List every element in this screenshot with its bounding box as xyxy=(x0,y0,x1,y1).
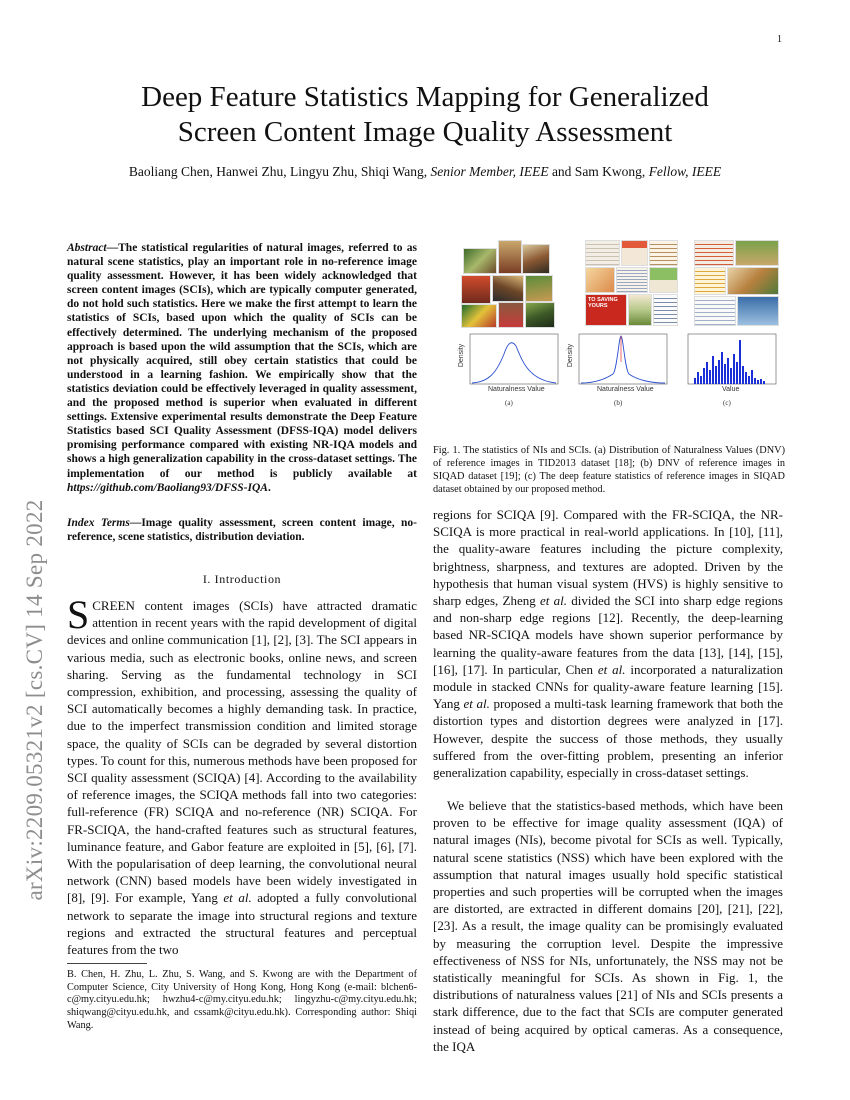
plot-c xyxy=(676,332,779,398)
intro-text-b: adopted a fully convolutional network to separate the image into structural regions and texture regions and extracted the structural features and perceptual features from the two xyxy=(67,890,417,958)
plot-c-bar xyxy=(700,376,702,384)
right-paragraph-2: We believe that the statistics-based methods, which have been proven to be effective for image quality assessment (IQA) of natural images (NIs), become pivotal for SCIs as well. Typically, natural scene statistics (NSS) which have been explored with the assumption that natural images usually hold specific statistical properties and such properties will be corrupted when the images are distorted, are extracted in different domains [20], [21], [22], [23]. As a result, the image quality can be promisingly evaluated by measuring the corruption level. Despite the impressive effectiveness of NSS for NIs, unfortunately, the NSS may not be statistically meaningful for SCIs. As shown in Fig. 1, the distributions of naturalness values [21] of NIs and SCIs presents a stark difference, due to the fact that SCIs are computer generated instead of being acquired by optical cameras. As a consequence, the IQA xyxy=(433,798,783,1054)
screen-content-ad-thumb xyxy=(585,294,627,326)
abstract-lead: Abstract xyxy=(67,242,107,254)
screen-content-thumb xyxy=(616,267,648,293)
plot-c-bar xyxy=(703,368,705,384)
author-names: Baoliang Chen, Hanwei Zhu, Lingyu Zhu, Shiqi Wang, xyxy=(128,164,428,179)
screen-content-thumb xyxy=(735,240,779,266)
plot-c-bar xyxy=(730,368,732,384)
paper-title xyxy=(60,80,790,150)
natural-image-thumb xyxy=(461,275,491,304)
arxiv-id-text: arXiv:2209.05321v2 [cs.CV] 14 Sep 2022 xyxy=(22,499,47,901)
abstract-body: —The statistical regularities of natural images, referred to as natural scene statistics, play an important role in no-reference image quality assessment. However, it has been widely acknowledged that screen content images (SCIs), which are typically computer generated, do not hold such statistics. Here we make the first attempt to learn the statistics of SCIs, based upon which the quality of SCIs can be effectively determined. The underlying mechanism of the proposed approach is based upon the wild assumption that the SCIs, which are not physically acquired, still obey certain statistics that could be understood in a learning fashion. We empirically show that the statistics deviation could be effectively leveraged in quality assessment, and the proposed method is superior when evaluated in different settings. Extensive experimental results demonstrate the Deep Feature Statistics based SCI Quality Assessment (DFSS-IQA) model delivers promising performance compared with existing NR-IQA models and shows a high generalization capability in the cross-dataset settings. The implementation of our method is publicly available at xyxy=(67,242,417,480)
plot-b-ylabel: Density xyxy=(567,343,575,368)
right-p1-etal-1: et al. xyxy=(539,593,567,609)
natural-image-thumb xyxy=(525,275,553,302)
right-p1-c: incorporated a naturalization module in stacked CNNs for quality-aware feature learning [15]. Yang xyxy=(433,661,783,712)
screen-content-thumb xyxy=(727,267,779,295)
index-terms-body: —Image quality assessment, screen content image, no-reference, scene statistics, distribution deviation. xyxy=(67,517,417,544)
title-line-1: Deep Feature Statistics Mapping for Generalized xyxy=(141,81,709,113)
plot-c-bar xyxy=(751,370,753,384)
plot-c-bar xyxy=(763,381,765,384)
plot-b-frame xyxy=(579,334,667,384)
plot-b xyxy=(567,332,670,398)
screen-content-thumb xyxy=(694,240,734,266)
screen-content-thumb xyxy=(585,240,620,266)
plot-a-frame xyxy=(470,334,558,384)
plot-a xyxy=(458,332,561,398)
plot-c-bar xyxy=(721,352,723,384)
arxiv-identifier xyxy=(18,499,52,901)
plot-c-panel-label: (c) xyxy=(723,399,731,407)
abstract-end: . xyxy=(267,481,271,494)
right-p1-d: proposed a multi-task learning framework that both the distortion types and distortion degrees were analyzed in [17]. However, despite the success of those methods, they usually suffered from the over-fitting problem, presenting an inferior generalization capability, especially in cross-dataset settings. xyxy=(433,696,783,781)
ad-text: TO SAVING YOURS xyxy=(588,297,618,309)
intro-paragraph xyxy=(67,592,417,958)
plot-c-bar xyxy=(760,379,762,384)
author-list xyxy=(40,164,810,180)
plot-c-bar xyxy=(697,372,699,384)
plot-b-density-curve xyxy=(581,336,665,383)
natural-image-thumb xyxy=(498,302,524,328)
screen-content-thumb xyxy=(653,294,678,326)
screen-content-thumb xyxy=(649,240,678,266)
plot-c-bars xyxy=(694,340,765,384)
plot-c-bar xyxy=(706,362,708,384)
plot-b-panel-label: (b) xyxy=(614,399,623,407)
section-heading-introduction: I. Introduction xyxy=(202,572,282,586)
screen-content-thumb xyxy=(585,267,615,293)
author-kwong: and Sam Kwong, xyxy=(551,164,646,179)
plot-c-bar xyxy=(715,366,717,384)
plot-c-bar xyxy=(709,370,711,384)
title-line-2: Screen Content Image Quality Assessment xyxy=(177,116,673,148)
affiliation-footnote: B. Chen, H. Zhu, L. Zhu, S. Wang, and S. Kwong are with the Department of Computer Science, City University of Hong Kong, Hong Kong (e-mail: blchen6-c@my.cityu.edu.hk; hwzhu4-c@my.cityu.edu.hk; lingyzhu-c@my.cityu.edu.hk; shiqwang@cityu.edu.hk, and cssamk@cityu.edu.hk). Corresponding author: Shiqi Wang. xyxy=(67,969,417,1031)
natural-image-thumb xyxy=(463,248,497,274)
figure-caption: Fig. 1. The statistics of NIs and SCIs. (a) Distribution of Naturalness Values (DNV) of reference images in TID2013 dataset [18]; (b) DNV of reference images in SIQAD dataset [19]; (c) The deep feature statistics of reference images in SIQAD dataset obtained by our proposed method. xyxy=(433,445,785,495)
plot-a-xlabel: Naturalness Value xyxy=(488,386,545,393)
natural-image-thumb xyxy=(525,302,555,328)
plot-c-bar xyxy=(718,360,720,384)
plot-c-bar xyxy=(736,362,738,384)
plot-a-density-curve xyxy=(472,343,556,383)
right-p1-a: regions for SCIQA [9]. Compared with the FR-SCIQA, the NR-SCIQA is more practical in real-world applications. In [10], [11], the quality-aware features including the picture complexity, brightness, sharpness, and textures are adopted. Driven by the hypothesis that human visual system (HVS) is highly sensitive to sharp edges, Zheng xyxy=(433,507,783,609)
page-number: 1 xyxy=(777,34,782,45)
index-terms xyxy=(67,516,417,544)
footnote-rule xyxy=(67,963,147,964)
right-p1-b: divided the SCI into sharp edge regions and non-sharp edge regions [12]. Recently, the deep-learning based NR-SCIQA models have shown superior performance by learning the quality-aware features from the data [13], [14], [15], [16], [17]. In particular, Chen xyxy=(433,593,783,677)
plot-c-xlabel: Value xyxy=(722,386,740,393)
plot-c-bar xyxy=(694,378,696,384)
wang-title: Senior Member, IEEE xyxy=(430,164,549,179)
intro-first-word: CREEN xyxy=(92,598,135,613)
natural-image-thumb xyxy=(498,240,522,274)
plot-a-ylabel: Density xyxy=(458,343,466,368)
abstract-url-link[interactable]: https://github.com/Baoliang93/DFSS-IQA xyxy=(67,481,268,494)
intro-etal: et al. xyxy=(223,890,252,906)
plot-c-bar xyxy=(748,376,750,384)
plot-c-bar xyxy=(733,354,735,384)
screen-content-thumb xyxy=(694,267,726,295)
plot-c-bar xyxy=(712,356,714,384)
screen-content-thumb xyxy=(621,240,648,266)
screen-content-thumb xyxy=(628,294,652,326)
drop-cap: S xyxy=(67,592,90,637)
screen-content-thumb xyxy=(694,296,736,326)
right-p1-etal-2: et al. xyxy=(597,661,626,677)
plot-c-bar xyxy=(757,380,759,384)
screen-content-thumb xyxy=(737,296,779,326)
index-terms-lead: Index Terms xyxy=(67,517,130,529)
right-paragraph-1 xyxy=(433,506,783,781)
plot-b-xlabel: Naturalness Value xyxy=(597,386,654,393)
intro-text-a: content images (SCIs) have attracted dramatic attention in recent years with the rapid development of digital devices and online communication [1], [2], [3]. The SCI appears in various media, such as electronic books, online news, and screen sharing. Serving as the fundamental technology in SCI compression, exhibition, and processing, assessing the quality of SCI automatically becomes a highly demanding task. In practice, due to the imperfect transmission condition and limited storage space, the quality of SCIs can be degraded by several distortion types. To count for this, numerous methods have been proposed for SCI quality assessment (SCIQA) [4]. According to the availability of reference images, the SCIQA methods fall into two categories: full-reference (FR) SCIQA and no-reference (NR) SCIQA. For FR-SCIQA, the hand-crafted features such as structural features, luminance feature, and Gabor feature are exploited in [5], [6], [7]. With the popularisation of deep learning, the convolutional neural network (CNN) based models have been widely investigated in [8], [9]. For example, Yang xyxy=(67,598,417,906)
plot-a-panel-label: (a) xyxy=(505,399,513,407)
right-p1-etal-3: et al. xyxy=(463,696,490,712)
abstract xyxy=(67,241,417,495)
plot-c-bar xyxy=(745,372,747,384)
plot-c-bar xyxy=(754,378,756,384)
kwong-title: Fellow, IEEE xyxy=(648,164,722,179)
plot-c-bar xyxy=(727,358,729,384)
natural-image-thumb xyxy=(522,244,550,274)
natural-image-thumb xyxy=(461,304,497,328)
plot-c-bar xyxy=(739,340,741,384)
plot-c-bar xyxy=(742,366,744,384)
natural-image-thumb xyxy=(492,275,524,302)
plot-c-bar xyxy=(724,364,726,384)
screen-content-thumb xyxy=(649,267,678,293)
